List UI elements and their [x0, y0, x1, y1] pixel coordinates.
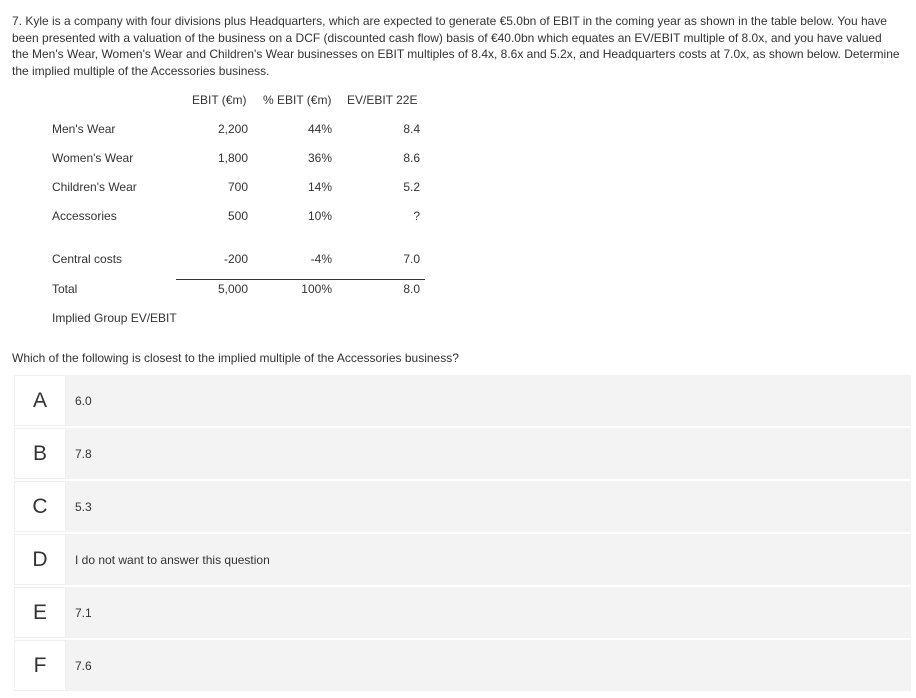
option-b[interactable] — [14, 428, 911, 479]
row-ebit-total: 5,000 — [217, 282, 248, 296]
row-multiple-accessories: ? — [413, 209, 420, 223]
row-pct-womens-wear: 36% — [307, 151, 332, 165]
row-multiple-womens-wear: 8.6 — [403, 151, 420, 165]
option-a[interactable] — [14, 375, 911, 426]
row-pct-total: 100% — [301, 282, 332, 296]
option-text: 5.3 — [66, 481, 911, 532]
row-multiple-central-costs: 7.0 — [403, 252, 420, 266]
row-label-childrens-wear: Children's Wear — [52, 180, 137, 194]
row-multiple-total: 8.0 — [403, 282, 420, 296]
row-ebit-mens-wear: 2,200 — [217, 122, 248, 136]
row-ebit-central-costs: -200 — [223, 252, 248, 266]
option-f[interactable] — [14, 640, 911, 691]
header-ebit: EBIT (€m) — [192, 93, 247, 107]
row-pct-childrens-wear: 14% — [307, 180, 332, 194]
row-pct-central-costs: -4% — [310, 252, 332, 266]
option-c[interactable] — [14, 481, 911, 532]
option-text: I do not want to answer this question — [66, 534, 911, 585]
row-multiple-mens-wear: 8.4 — [403, 122, 420, 136]
header-pct-ebit: % EBIT (€m) — [263, 93, 332, 107]
option-text: 7.8 — [66, 428, 911, 479]
total-divider — [176, 279, 425, 280]
option-letter: F — [14, 640, 66, 691]
option-letter: A — [14, 375, 66, 426]
row-multiple-childrens-wear: 5.2 — [403, 180, 420, 194]
row-pct-accessories: 10% — [307, 209, 332, 223]
question-text: 7. Kyle is a company with four divisions plus Headquarters, which are expected to generate €5.0bn of EBIT in the coming year as shown in the table below. You have been presented with a valuation of the business on a DCF (discounted cash flow) basis of €40.0bn which equates an EV/EBIT multiple of 8.0x, and you have valued the Men's Wear, Women's Wear and Children's Wear businesses on EBIT multiples of 8.4x, 8.6x and 5.2x, and Headquarters costs at 7.0x, as shown below. Determine the implied multiple of the Accessories business. — [12, 14, 900, 78]
option-d[interactable] — [14, 534, 911, 585]
option-letter: B — [14, 428, 66, 479]
option-letter: D — [14, 534, 66, 585]
row-ebit-accessories: 500 — [227, 209, 248, 223]
row-label-womens-wear: Women's Wear — [52, 151, 134, 165]
row-ebit-womens-wear: 1,800 — [217, 151, 248, 165]
option-text: 7.1 — [66, 587, 911, 638]
row-label-total: Total — [52, 282, 78, 296]
option-letter: C — [14, 481, 66, 532]
option-letter: E — [14, 587, 66, 638]
row-label-mens-wear: Men's Wear — [52, 122, 116, 136]
row-pct-mens-wear: 44% — [307, 122, 332, 136]
option-e[interactable] — [14, 587, 911, 638]
ebit-table — [0, 0, 916, 340]
answer-options — [14, 375, 911, 693]
implied-group-label: Implied Group EV/EBIT — [52, 311, 177, 325]
header-ev-ebit: EV/EBIT 22E — [347, 93, 418, 107]
option-text: 7.6 — [66, 640, 911, 691]
row-label-accessories: Accessories — [52, 209, 117, 223]
row-label-central-costs: Central costs — [52, 252, 123, 266]
option-text: 6.0 — [66, 375, 911, 426]
answer-prompt: Which of the following is closest to the implied multiple of the Accessories business? — [12, 351, 459, 365]
row-ebit-childrens-wear: 700 — [227, 180, 248, 194]
